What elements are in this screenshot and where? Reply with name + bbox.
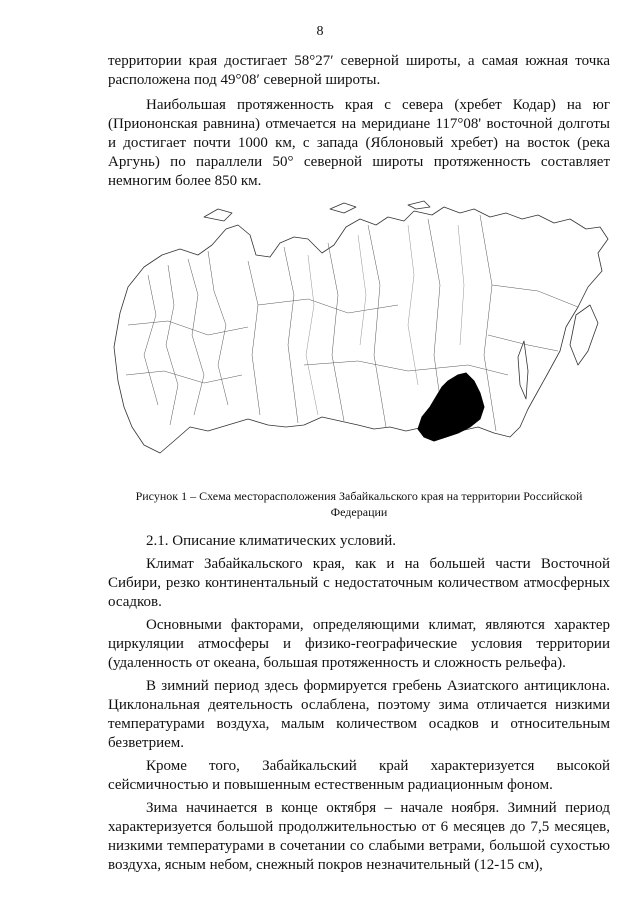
- russia-map: [108, 195, 613, 480]
- section-text: [108, 532, 610, 875]
- rivers: [306, 225, 464, 415]
- page-number: 8: [316, 24, 324, 39]
- climate-paragraph-3: В зимний период здесь формируется гребень Азиатского антициклона. Циклональная деятельность ослаблена, поэтому зима отличается низкими температурами воздуха, малым количеством осадков и относительным безветрием.: [108, 678, 610, 751]
- climate-paragraph-4: Кроме того, Забайкальский край характеризуется высокой сейсмичностью и повышенным естественным радиационным фоном.: [108, 758, 610, 793]
- russia-outline: [114, 201, 608, 453]
- region-borders: [126, 215, 578, 431]
- intro-paragraph-1: территории края достигает 58°27′ северной широты, а самая южная точка расположена под 49°08′ северной широты.: [108, 53, 610, 88]
- intro-paragraph-2: Наибольшая протяженность края с севера (хребет Кодар) на юг (Приононская равнина) отмечается на меридиане 117°08' восточной долготы и достигает почти 1000 км, с запада (Яблоновый хребет) на восток (река Аргунь) по параллели 50° северной широты протяженность составляет немногим более 850 км.: [108, 97, 610, 189]
- zabaykalsky-krai-highlight: [418, 373, 484, 441]
- intro-text: [108, 52, 610, 191]
- climate-paragraph-1: Климат Забайкальского края, как и на большей части Восточной Сибири, резко континентальный с недостаточным количеством атмосферных осадков.: [108, 556, 610, 610]
- figure-caption: Рисунок 1 – Схема месторасположения Забайкальского края на территории Российской Федерации: [135, 489, 583, 519]
- climate-paragraph-2: Основными факторами, определяющими климат, являются характер циркуляции атмосферы и физико-географические условия территории (удаленность от океана, большая протяженность и сложность рельефа).: [108, 617, 610, 671]
- section-heading: 2.1. Описание климатических условий.: [146, 533, 396, 549]
- climate-paragraph-5: Зима начинается в конце октября – начале ноября. Зимний период характеризуется большой продолжительностью от 6 месяцев до 7,5 месяцев, низкими температурами в сочетании со слабыми ветрами, большой сухостью воздуха, ясным небом, снежный покров незначительный (12-15 см),: [108, 800, 610, 873]
